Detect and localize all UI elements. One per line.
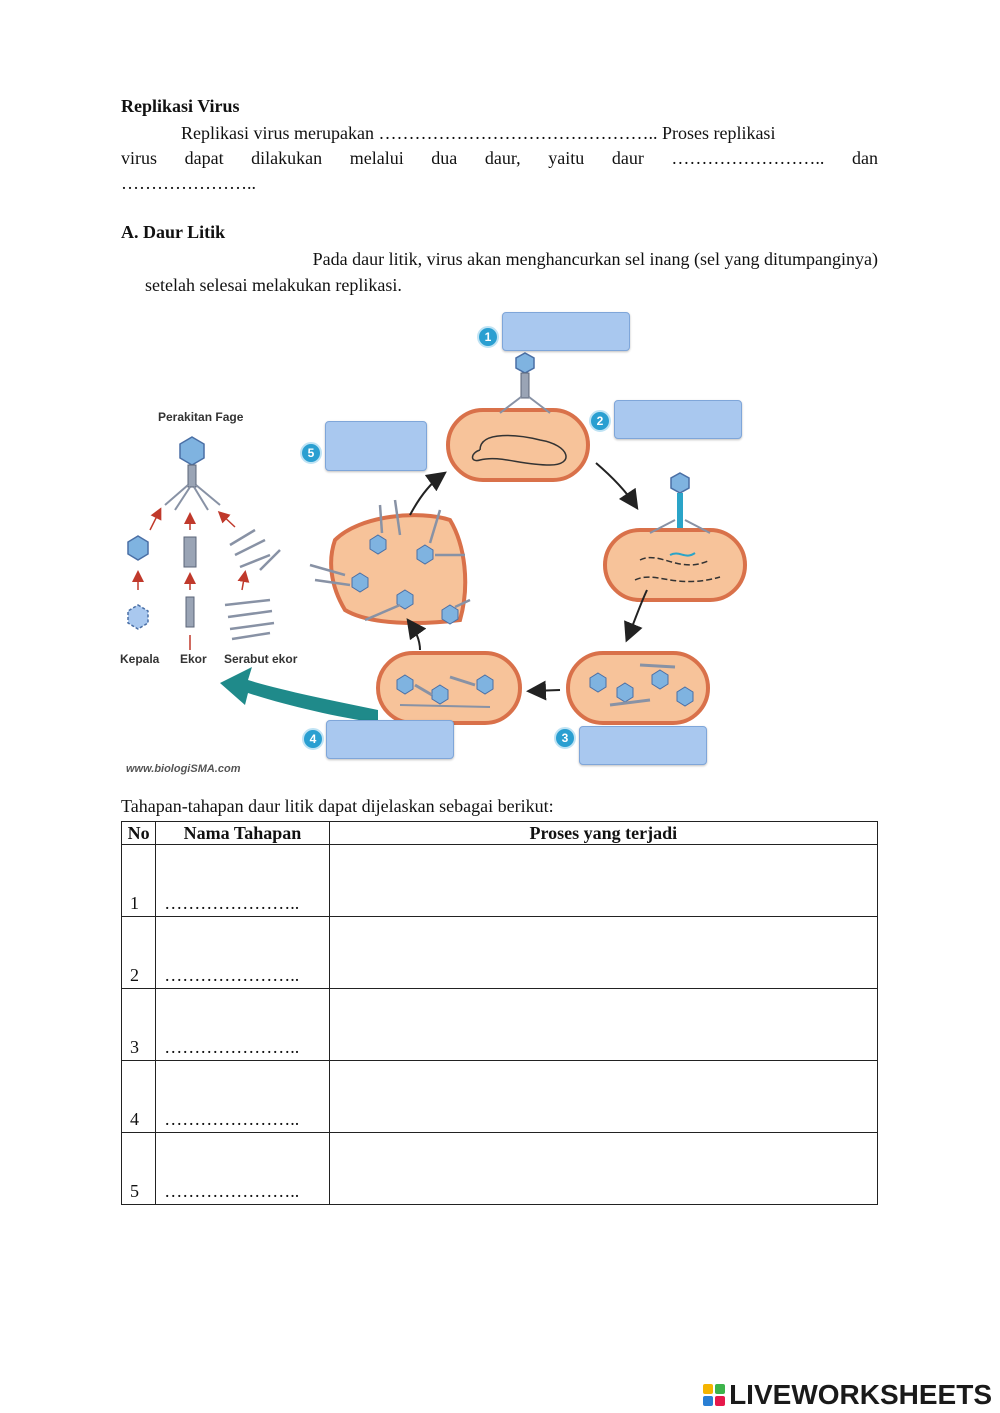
answer-box-stage-3[interactable] <box>579 726 707 765</box>
lytic-cycle-illustration <box>120 305 760 780</box>
stage-name-field[interactable]: ………………….. <box>156 1133 329 1205</box>
label-head: Kepala <box>120 652 160 666</box>
source-watermark: www.biologiSMA.com <box>126 763 241 775</box>
header-no: No <box>122 822 156 845</box>
row-number: 1 <box>122 845 156 917</box>
table-row <box>122 917 878 989</box>
assembled-phage-icon <box>165 437 220 510</box>
cell-stage-4 <box>378 653 520 723</box>
intro-paragraph <box>121 121 878 196</box>
assembly-title: Perakitan Fage <box>158 410 244 424</box>
cell-stage-1 <box>448 353 588 480</box>
table-header-row <box>122 822 878 845</box>
stage-badge-5: 5 <box>300 442 322 464</box>
process-field[interactable] <box>329 845 877 917</box>
stage-badge-4: 4 <box>302 728 324 750</box>
liveworksheets-logo <box>703 1379 992 1411</box>
cell-stage-5 <box>310 500 470 624</box>
phage-tail-icon <box>184 537 196 567</box>
row-number: 2 <box>122 917 156 989</box>
answer-box-stage-5[interactable] <box>325 421 427 471</box>
stage-badge-3: 3 <box>554 727 576 749</box>
stage-badge-1: 1 <box>477 326 499 348</box>
row-number: 3 <box>122 989 156 1061</box>
stage-name-field[interactable]: ………………….. <box>156 917 329 989</box>
intro-line-1: Replikasi virus merupakan ……………………………………….. Proses replikasi <box>181 123 776 143</box>
stage-name-field[interactable]: ………………….. <box>156 845 329 917</box>
lytic-cycle-diagram <box>120 305 760 780</box>
process-field[interactable] <box>329 989 877 1061</box>
section-a-line-2: setelah selesai melakukan replikasi. <box>145 275 402 295</box>
intro-line-2: virus dapat dilakukan melalui dua daur, yaitu daur …………………….. dan <box>121 148 878 168</box>
lytic-stages-table <box>121 821 878 1205</box>
table-row <box>122 845 878 917</box>
process-field[interactable] <box>329 1061 877 1133</box>
tail-fiber-icon <box>225 530 280 639</box>
table-row <box>122 1061 878 1133</box>
answer-box-stage-4[interactable] <box>326 720 454 759</box>
table-intro: Tahapan-tahapan daur litik dapat dijelaskan sebagai berikut: <box>121 796 554 816</box>
answer-box-stage-2[interactable] <box>614 400 742 439</box>
header-process: Proses yang terjadi <box>329 822 877 845</box>
table-row <box>122 989 878 1061</box>
liveworksheets-logo-icon <box>703 1384 725 1406</box>
page-heading: Replikasi Virus <box>121 96 240 116</box>
table-row <box>122 1133 878 1205</box>
header-stage-name: Nama Tahapan <box>156 822 329 845</box>
brand-name: LIVEWORKSHEETS <box>729 1379 992 1410</box>
label-tail-fiber: Serabut ekor <box>224 652 298 666</box>
intro-line-3: ………………….. <box>121 173 256 193</box>
stage-name-field[interactable]: ………………….. <box>156 989 329 1061</box>
release-arrow-icon <box>220 667 378 723</box>
process-field[interactable] <box>329 1133 877 1205</box>
process-field[interactable] <box>329 917 877 989</box>
section-a-paragraph <box>145 246 878 298</box>
phage-head-icon <box>128 536 148 560</box>
answer-box-stage-1[interactable] <box>502 312 630 351</box>
stage-name-field[interactable]: ………………….. <box>156 1061 329 1133</box>
stage-badge-2: 2 <box>589 410 611 432</box>
row-number: 5 <box>122 1133 156 1205</box>
section-a-title: A. Daur Litik <box>121 222 226 242</box>
cell-stage-3 <box>568 653 708 723</box>
row-number: 4 <box>122 1061 156 1133</box>
label-tail: Ekor <box>180 652 207 666</box>
section-a-line-1: Pada daur litik, virus akan menghancurkan sel inang (sel yang ditumpanginya) <box>312 249 878 269</box>
